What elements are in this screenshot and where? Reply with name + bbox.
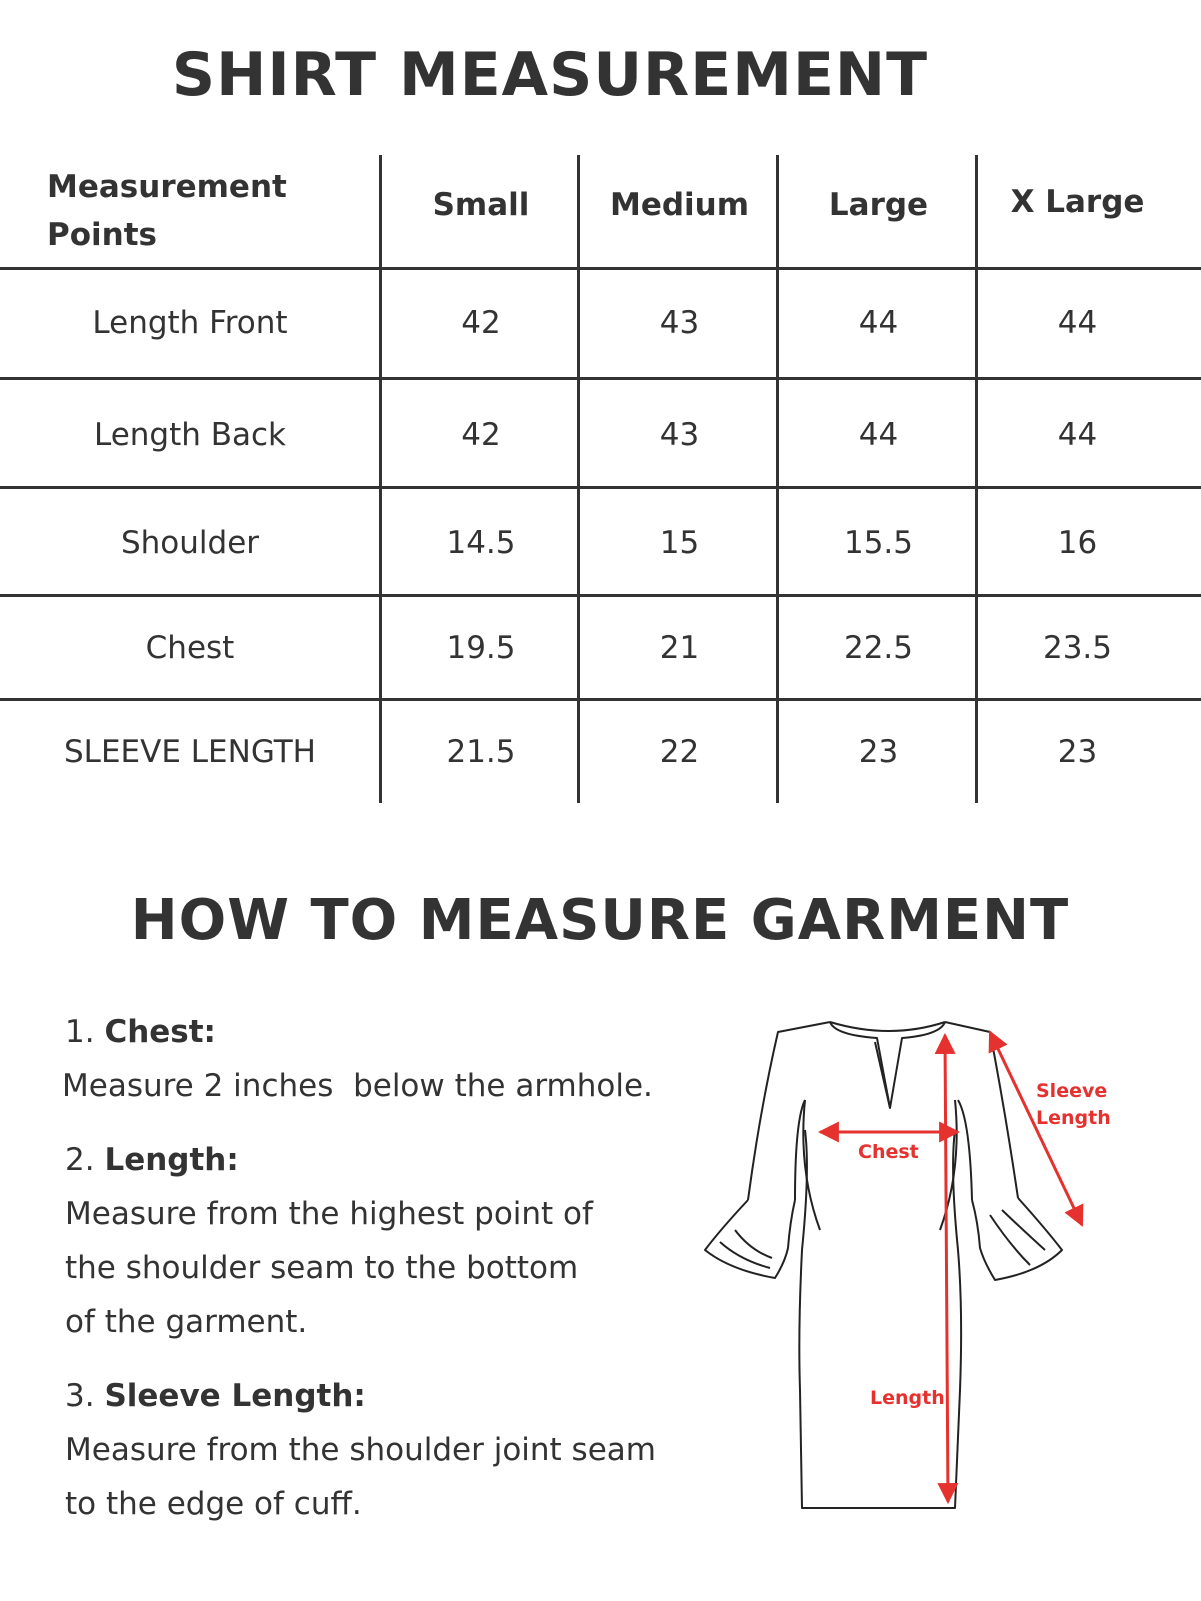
measurement-instructions [62,1005,765,1551]
header-first-line2: Points [47,217,157,253]
table-cell: 15 [659,525,700,561]
sleeve-label-line1: Sleeve [1036,1080,1108,1102]
column-divider [577,155,580,803]
table-cell: 44 [858,417,899,453]
header-medium: Medium [609,187,750,223]
length-label: Length [870,1387,945,1409]
sleeve-label-line2: Length [1036,1107,1111,1129]
table-cell: 14.5 [446,525,516,561]
instruction-label: Length: [104,1142,239,1178]
table-cell: 44 [1057,305,1098,341]
instruction-chest [62,1005,765,1113]
instruction-text: Measure from the highest point of [65,1196,593,1232]
body-outline [799,1130,961,1508]
column-divider [776,155,779,803]
size-chart-table [0,155,1201,815]
instruction-label: Sleeve Length: [104,1378,366,1414]
how-to-measure-title: HOW TO MEASURE GARMENT [130,888,1070,953]
row-divider [0,594,1201,597]
header-measurement-points [0,155,427,267]
table-cell: 23 [1057,734,1098,770]
instruction-label: Chest: [104,1014,216,1050]
header-small: Small [432,187,530,223]
left-sleeve-outline [748,1022,830,1200]
instruction-number: 1. [65,1014,95,1050]
garment-diagram [690,1010,1190,1570]
row-divider [0,698,1201,701]
chest-label: Chest [858,1141,919,1163]
measurement-arrows [820,1032,1082,1502]
header-large: Large [828,187,929,223]
instruction-text: Measure 2 inches below the armhole. [62,1068,653,1104]
length-arrow [945,1035,948,1502]
row-label-chest: Chest [145,630,235,666]
header-x-large: X Large [1010,183,1145,220]
table-cell: 16 [1057,525,1098,561]
header-first-line1: Measurement [47,169,287,205]
instruction-length [65,1133,765,1349]
instruction-text: to the edge of cuff. [65,1486,362,1522]
table-cell: 21.5 [446,734,516,770]
instruction-number: 3. [65,1378,95,1414]
row-label-length-back: Length Back [93,417,287,453]
instruction-text: of the garment. [65,1304,308,1340]
row-label-shoulder: Shoulder [120,525,260,561]
table-cell: 23 [858,734,899,770]
table-cell: 44 [858,305,899,341]
table-cell: 21 [659,630,700,666]
table-cell: 15.5 [843,525,914,561]
column-divider [379,155,382,803]
table-cell: 22.5 [843,630,914,666]
page-title: SHIRT MEASUREMENT [171,40,929,110]
row-divider [0,267,1201,270]
row-label-length-front: Length Front [92,305,288,341]
column-divider [975,155,978,803]
table-cell: 19.5 [446,630,516,666]
dress-outline [705,1022,1062,1508]
table-cell: 42 [461,305,501,341]
table-cell: 42 [461,417,501,453]
table-cell: 23.5 [1042,630,1113,666]
table-cell: 43 [659,417,700,453]
table-cell: 22 [659,734,700,770]
instruction-number: 2. [65,1142,95,1178]
row-divider [0,377,1201,380]
row-label-sleeve-length: SLEEVE LENGTH [64,734,316,770]
instruction-text: the shoulder seam to the bottom [65,1250,579,1286]
instruction-text: Measure from the shoulder joint seam [65,1432,656,1468]
neckline-outline [830,1022,945,1031]
table-cell: 43 [659,305,700,341]
instruction-sleeve-length [65,1369,765,1531]
row-divider [0,486,1201,489]
table-cell: 44 [1057,417,1098,453]
